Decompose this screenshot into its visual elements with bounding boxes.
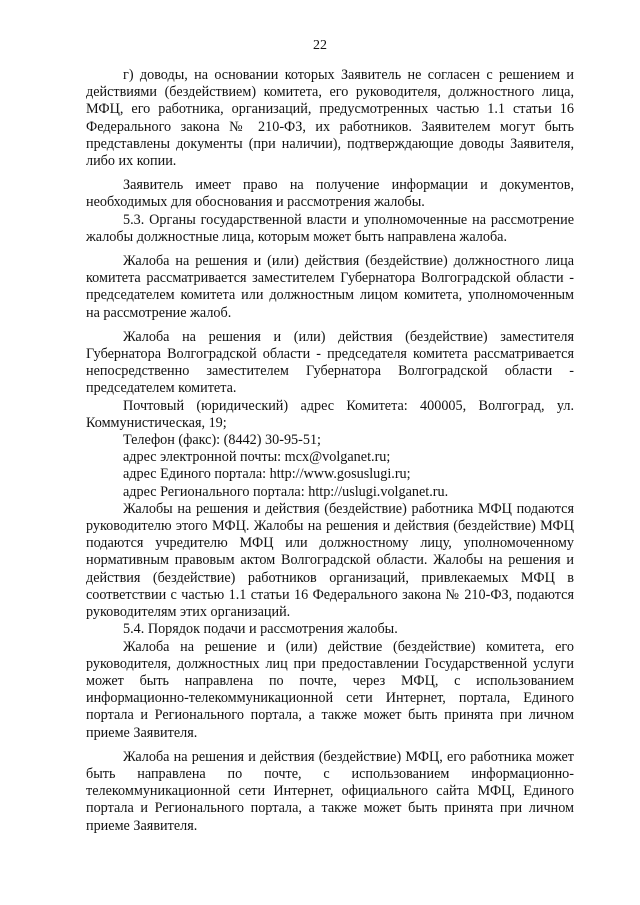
paragraph-mfc-submission: Жалоба на решения и действия (бездействие) МФЦ, его работника может быть направлена по почте, с использованием информационно-телекоммуникационной сети Интернет, официального сайта МФЦ, Единого портала и Регионального портала, а также может быть принята при личном приеме Заявителя.	[86, 748, 574, 834]
regional-portal-address: адрес Регионального портала: http://uslugi.volganet.ru.	[123, 483, 449, 500]
postal-address: Почтовый (юридический) адрес Комитета: 400005, Волгоград, ул. Коммунистическая, 19;	[86, 397, 574, 431]
paragraph-section-5-3: 5.3. Органы государственной власти и уполномоченные на рассмотрение жалобы должностные лица, которым может быть направлена жалоба.	[86, 211, 574, 245]
document-body	[86, 67, 574, 835]
paragraph-deputy-governor-complaint: Жалоба на решения и (или) действия (бездействие) заместителя Губернатора Волгоградской области - председателя комитета рассматривается непосредственно заместителем Губернатора Волгоградской области - председателем комитета.	[86, 328, 574, 397]
paragraph-section-5-4: 5.4. Порядок подачи и рассмотрения жалобы.	[123, 621, 398, 638]
paragraph-official-complaint: Жалоба на решения и (или) действия (бездействие) должностного лица комитета рассматривается заместителем Губернатора Волгоградской области - председателем комитета или должностным лицом комитета, уполномоченным на рассмотрение жалоб.	[86, 253, 574, 321]
phone-fax: Телефон (факс): (8442) 30-95-51;	[123, 432, 321, 449]
page-number: 22	[313, 38, 327, 53]
email-address: адрес электронной почты: mcx@volganet.ru;	[123, 449, 391, 466]
paragraph-right-to-information: Заявитель имеет право на получение информации и документов, необходимых для обоснования и рассмотрения жалобы.	[86, 177, 574, 211]
unified-portal-address: адрес Единого портала: http://www.gosuslugi.ru;	[123, 466, 411, 483]
paragraph-mfc-complaints: Жалобы на решения и действия (бездействие) работника МФЦ подаются руководителю этого МФЦ. Жалобы на решения и действия (бездействие) МФЦ подаются учредителю МФЦ или должностному лицу, уполномоченному нормативным правовым актом Волгоградской области. Жалобы на решения и действия (бездействие) работников организаций, привлекаемых МФЦ в соответствии с частью 1.1 статьи 16 Федерального закона № 210-ФЗ, подаются руководителям этих организаций.	[86, 500, 574, 621]
paragraph-arguments: г) доводы, на основании которых Заявитель не согласен с решением и действиями (бездействием) комитета, его руководителя, должностного лица, МФЦ, его работника, организаций, предусмотренных частью 1.1 статьи 16 Федерального закона № 210-ФЗ, их работников. Заявителем могут быть представлены документы (при наличии), подтверждающие доводы Заявителя, либо их копии.	[86, 67, 574, 170]
paragraph-committee-submission: Жалоба на решение и (или) действие (бездействие) комитета, его руководителя, должностных лиц при предоставлении Государственной услуги может быть направлена по почте, через МФЦ, с использованием информационно-телекоммуникационной сети Интернет, портала, Единого портала и Регионального портала, а также может быть принята при личном приеме Заявителя.	[86, 638, 574, 741]
